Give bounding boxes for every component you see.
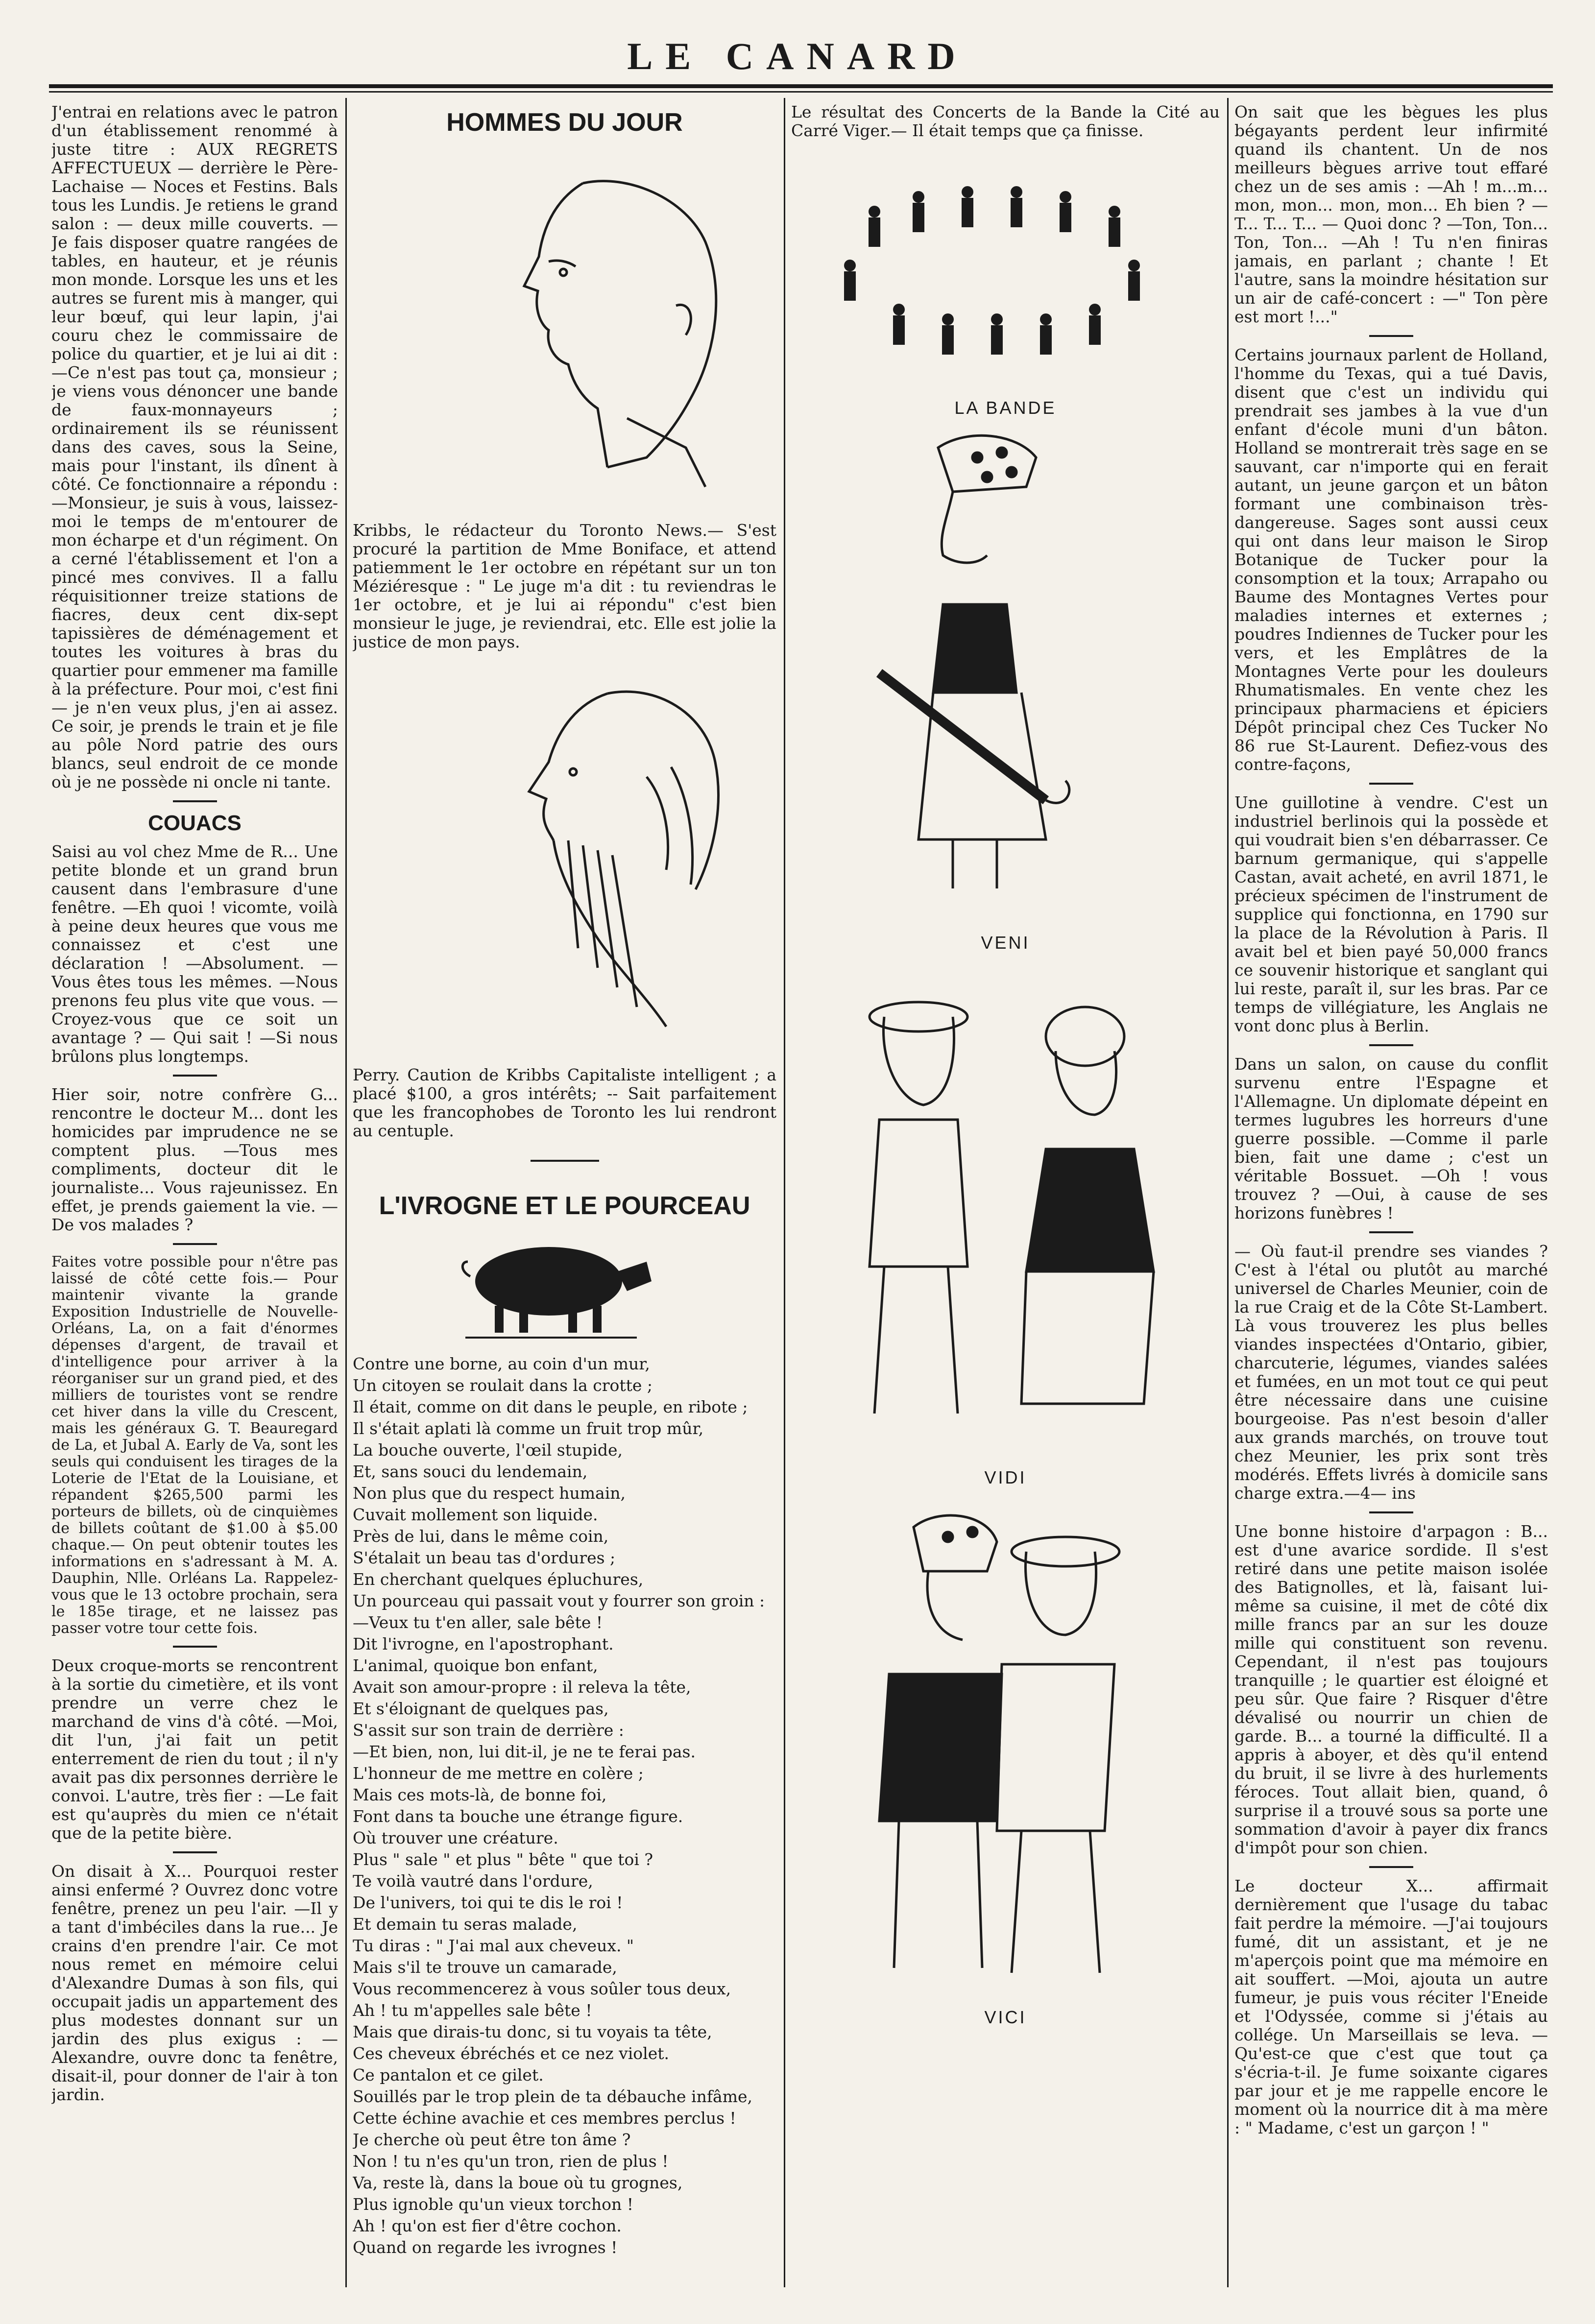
separator: [173, 1646, 217, 1648]
poem-line: Et demain tu seras malade,: [353, 1915, 578, 1934]
separator: [173, 1243, 217, 1245]
column-divider-2: [784, 98, 785, 2287]
caption-la-bande: LA BANDE: [954, 398, 1057, 418]
column-1: [51, 103, 338, 2282]
poem-line: Il était, comme on dit dans le peuple, en ribote ;: [353, 1397, 748, 1416]
kribbs-portrait-illustration: [353, 144, 776, 516]
vici-illustration: [791, 1488, 1220, 2007]
col4-item: — Où faut-il prendre ses viandes ? C'est à l'étal ou plutôt au marché universel de Charles Meunier, coin de la rue Craig et de la Côte St-Lambert. Là vous trouverez les plus belles viandes inspectées d'Ontario, gibier, charcuterie, légumes, viandes salées et fumées, en un mot tout ce qui peut être nécessaire dans une cuisine bourgeoise. Pas n'est besoin d'aller aux grands marchés, on trouve tout chez Meunier, les prix sont très modérés. Effets livrés à domicile sans charge extra.—4— ins: [1234, 1242, 1548, 1503]
poem-line: De l'univers, toi qui te dis le roi !: [353, 1893, 623, 1912]
separator: [173, 1851, 217, 1853]
poem-line: Vous recommencerez à vous soûler tous deux,: [353, 1979, 731, 1998]
masthead-rule-thick: [49, 84, 1553, 88]
poem-line: S'étalait un beau tas d'ordures ;: [353, 1548, 616, 1567]
poem-line: En cherchant quelques épluchures,: [353, 1570, 644, 1589]
masthead-title: LE CANARD: [627, 35, 968, 77]
poem-line: Ah ! qu'on est fier d'être cochon.: [353, 2216, 622, 2235]
separator: [1369, 1511, 1413, 1513]
poem-line: Cette échine avachie et ces membres perclus !: [353, 2108, 736, 2128]
col4-item: Une guillotine à vendre. C'est un industriel berlinois qui la possède et qui voudrait bien s'en débarrasser. Ce barnum germanique, qui s'appelle Castan, avait acheté, en avril 1871, le précieux spécimen de l'instrument de supplice qui fonctionna, en 1790 sur la place de la Révolution à Paris. Il avait bel et bien payé 50,000 francs ce souvenir historique et sanglant qui lui reste, paraît il, sur les bras. Par ce temps de villégiature, les Anglais ne vont donc plus à Berlin.: [1234, 793, 1548, 1035]
col4-item: Dans un salon, on cause du conflit survenu entre l'Espagne et l'Allemagne. Un diplomate dépeint en termes lugubres les horreurs d'une guerre possible. —Comme il parle bien, fait une dame ; c'est un véritable Bossuet. —Oh ! vous trouvez ? —Oui, à cause de ses horizons funèbres !: [1234, 1054, 1548, 1222]
couacs-item: Deux croque-morts se rencontrent à la sortie du cimetière, et ils vont prendre un verre chez le marchand de vins d'à côté. —Moi, dit l'un, j'ai fait un petit enterrement de rien du tout ; il n'y avait pas dix personnes derrière le convoi. L'autre, très fier : —Le fait est qu'auprès du mien ce n'était que de la petite bière.: [51, 1656, 338, 1843]
poem-line: Te voilà vautré dans l'ordure,: [353, 1871, 593, 1891]
column-3: [791, 103, 1220, 2282]
poem-line: Il s'était aplati là comme un fruit trop mûr,: [353, 1419, 704, 1438]
col1-intro: J'entrai en relations avec le patron d'un établissement renommé à juste titre : AUX REGRETS AFFECTUEUX — derrière le Père-Lachaise — Noces et Festins. Bals tous les Lundis. Je retiens le grand salon : — deux mille couverts. — Je fais disposer quatre rangées de tables, en hauteur, et je réunis mon monde. Lorsque les uns et les autres se furent mis à manger, qui leur bœuf, qui leur lapin, j'ai couru chez le commissaire de police du quartier, et je lui ai dit : —Ce n'est pas tout ça, monsieur ; je viens vous dénoncer une bande de faux-monnayeurs ; ordinairement ils se réunissent dans des caves, sous la Seine, mais pour l'instant, ils dînent à côté. Ce fonctionnaire a répondu : —Monsieur, je suis à vous, laissez-moi le temps de m'entourer de mon écharpe et d'un régiment. On a cerné l'établissement et l'on a pincé mes convives. Il a fallu réquisitionner treize stations de fiacres, deux cent dix-sept tapissières de déménagement et toutes les voitures à bras du quartier pour emmener ma famille à la préfecture. Pour moi, c'est fini — je n'en veux plus, j'en ai assez. Ce soir, je prends le train et je file au pôle Nord patrie des ours blancs, seul endroit de ce monde où je ne possède ni oncle ni tante.: [51, 103, 338, 791]
poem-line: Plus " sale " et plus " bête " que toi ?: [353, 1850, 653, 1869]
separator: [1369, 1231, 1413, 1233]
col4-item: On sait que les bègues les plus bégayants perdent leur infirmité quand ils chantent. Un de nos meilleurs bègues arrive tout effaré chez un de ses amis : —Ah ! m...m... mon, mon... mon, mon... Eh bien ? — T... T... T... — Quoi donc ? —Ton, Ton... Ton, Ton... —Ah ! Tu n'en finiras jamais, en parlant ; chante ! Et l'autre, sans la moindre hésitation sur un air de café-concert : —" Ton père est mort !...": [1234, 103, 1548, 326]
poem-line: Plus ignoble qu'un vieux torchon !: [353, 2195, 633, 2214]
bande-intro: Le résultat des Concerts de la Bande la Cité au Carré Viger.— Il était temps que ça finisse.: [791, 103, 1220, 140]
couacs-item: Saisi au vol chez Mme de R... Une petite blonde et un grand brun causent dans l'embrasure d'une fenêtre. —Eh quoi ! vicomte, voilà à peine deux heures que vous me connaissez et c'est une déclaration ! —Absolument. —Vous êtes tous les mêmes. —Nous prenons feu plus vite que vous. —Croyez-vous que ce soit un avantage ? — Qui sait ! —Si nous brûlons plus longtemps.: [51, 842, 338, 1066]
couacs-item: On disait à X... Pourquoi rester ainsi enfermé ? Ouvrez donc votre fenêtre, prenez un peu l'air. —Il y a tant d'imbéciles dans la rue... Je crains d'en prendre l'air. Ce mot nous remet en mémoire celui d'Alexandre Dumas à son fils, qui occupait jadis un appartement des plus modestes donnant sur un jardin des plus exigus : —Alexandre, ouvre donc ta fenêtre, disait-il, pour donner de l'air à ton jardin.: [51, 1862, 338, 2104]
veni-illustration: [791, 418, 1220, 933]
poem-line: Et s'éloignant de quelques pas,: [353, 1699, 609, 1718]
separator: [1369, 335, 1413, 337]
poem-line: Un citoyen se roulait dans la crotte ;: [353, 1376, 652, 1395]
couacs-heading: COUACS: [148, 811, 242, 835]
poem-line: Souillés par le trop plein de ta débauche infâme,: [353, 2087, 753, 2106]
poem-line: L'honneur de me mettre en colère ;: [353, 1764, 644, 1783]
poem-line: Cuvait mollement son liquide.: [353, 1505, 598, 1524]
column-4: [1234, 103, 1548, 2282]
poem-line: Contre une borne, au coin d'un mur,: [353, 1354, 650, 1373]
couacs-item: Hier soir, notre confrère G... rencontre le docteur M... dont les homicides par imprudence ne se comptent plus. —Tous mes compliments, docteur dit le journaliste... Vous rajeunissez. En effet, je prends gaiement la vie. —De vos malades ?: [51, 1085, 338, 1234]
hommes-du-jour-heading: HOMMES DU JOUR: [446, 108, 683, 137]
caption-vici: VICI: [984, 2007, 1027, 2027]
poem-line: Et, sans souci du lendemain,: [353, 1462, 588, 1481]
col4-item: Le docteur X... affirmait dernièrement que l'usage du tabac fait perdre la mémoire. —J'ai toujours fumé, dit un assistant, et je ne m'aperçois point que ma mémoire en ait souffert. —Moi, ajouta un autre fumeur, je puis vous réciter l'Eneide et l'Odyssée, comme si j'étais au collége. Un Marseillais se leva. —Qu'est-ce que c'est que tout ça s'écria-t-il. Je fume soixante cigares par jour et je me rappelle encore le moment où la nourrice dit à ma mère : " Madame, c'est un garçon ! ": [1234, 1876, 1548, 2137]
poem-line: Où trouver une créature.: [353, 1828, 558, 1847]
poem-line: Mais ces mots-là, de bonne foi,: [353, 1785, 607, 1804]
poem-line: Mais s'il te trouve un camarade,: [353, 1958, 617, 1977]
lottery-ad: Faites votre possible pour n'être pas laissé de côté cette fois.— Pour maintenir vivante la grande Exposition Industrielle de Nouvelle-Orléans, La, on a fait d'énormes dépenses d'argent, de travail et d'intelligence pour arriver à la réorganiser sur un grand pied, et des milliers de touristes vont se rendre cet hiver dans la ville du Crescent, mais les généraux G. T. Beauregard de La, et Jubal A. Early de Va, sont les seuls qui conduisent les tirages de la Loterie de l'Etat de la Louisiane, et répandent $265,500 parmi les porteurs de billets, où de cinquièmes de billets coûtant de $1.00 à $5.00 chaque.— On peut obtenir toutes les informations en s'adressant à M. A. Dauphin, Nlle. Orléans La. Rappelez-vous que le 13 octobre prochain, sera le 185e tirage, et ne laissez pas passer votre tour cette fois.: [51, 1253, 338, 1637]
kribbs-caption: Kribbs, le rédacteur du Toronto News.— S'est procuré la partition de Mme Boniface, et attend patiemment le 1er octobre en répétant sur un ton Méziéresque : " Le juge m'a dit : tu reviendras le 1er octobre, et je lui ai répondu" c'est bien monsieur le juge, je reviendrai, etc. Elle est jolie la justice de mon pays.: [353, 521, 776, 651]
column-divider-1: [345, 98, 347, 2287]
poem-line: L'animal, quoique bon enfant,: [353, 1656, 598, 1675]
separator: [1369, 1044, 1413, 1046]
column-divider-3: [1227, 98, 1229, 2287]
poem-line: Va, reste là, dans la boue où tu grognes,: [353, 2173, 683, 2192]
masthead-rule-thin: [49, 91, 1553, 93]
separator: [1369, 1866, 1413, 1868]
band-illustration: [791, 143, 1220, 398]
poem-line: Avait son amour-propre : il releva la tête,: [353, 1677, 691, 1697]
poem-line: Ce pantalon et ce gilet.: [353, 2065, 544, 2084]
caption-vidi: VIDI: [984, 1467, 1027, 1487]
poem-line: La bouche ouverte, l'œil stupide,: [353, 1440, 623, 1460]
poem-line: Dit l'ivrogne, en l'apostrophant.: [353, 1634, 614, 1653]
ivrogne-heading: L'IVROGNE ET LE POURCEAU: [379, 1192, 750, 1220]
poem-line: Non ! tu n'es qu'un tron, rien de plus !: [353, 2152, 669, 2171]
separator: [173, 800, 217, 802]
poem-line: —Et bien, non, lui dit-il, je ne te ferai pas.: [353, 1742, 696, 1761]
separator: [173, 1075, 217, 1077]
poem-line: —Veux tu t'en aller, sale bête !: [353, 1613, 603, 1632]
poem-line: Mais que dirais-tu donc, si tu voyais ta tête,: [353, 2022, 712, 2041]
separator: [1369, 783, 1413, 785]
poem-line: Font dans ta bouche une étrange figure.: [353, 1807, 683, 1826]
poem-line: S'assit sur son train de derrière :: [353, 1721, 624, 1740]
poem-line: Non plus que du respect humain,: [353, 1484, 626, 1503]
perry-portrait-illustration: [353, 654, 776, 1056]
poem-line: Quand on regarde les ivrognes !: [353, 2238, 618, 2257]
perry-caption: Perry. Caution de Kribbs Capitaliste intelligent ; a placé $100, a gros intérêts; -- Sait parfaitement que les francophobes de Toronto les lui rendront au centuple.: [353, 1065, 776, 1140]
poem-line: Je cherche où peut être ton âme ?: [353, 2130, 631, 2149]
poem-line: Tu diras : " J'ai mal aux cheveux. ": [353, 1936, 634, 1955]
separator: [531, 1160, 599, 1162]
vidi-illustration: [791, 953, 1220, 1467]
poem-line: Un pourceau qui passait vout y fourrer son groin :: [353, 1591, 765, 1610]
poem-line: Près de lui, dans le même coin,: [353, 1527, 609, 1546]
column-2: [353, 103, 776, 2282]
poem-line: Ces cheveux ébréchés et ce nez violet.: [353, 2044, 669, 2063]
pig-illustration: [353, 1227, 776, 1350]
col4-item: Une bonne histoire d'arpagon : B... est d'une avarice sordide. Il s'est retiré dans une petite maison isolée des Batignolles, et là, faisant lui-même sa cuisine, il met de côté dix mille francs par an sur les douze mille qui constituent son revenu. Cependant, il n'est pas toujours tranquille ; le quartier est éloigné et peu sûr. Que faire ? Risquer d'être dévalisé ou nourrir un chien de garde. B... a tourné la difficulté. Il a appris à aboyer, et dès qu'il entend du bruit, il se livre à des hurlements féroces. Tout allait bien, quand, ô surprise il a trouvé sous sa porte une sommation d'avoir à payer dix francs d'impôt pour son chien.: [1234, 1522, 1548, 1857]
col4-item: Certains journaux parlent de Holland, l'homme du Texas, qui a tué Davis, disent que c'est un individu qui prendrait ses jambes à la vue d'un enfant d'école muni d'un bâton. Holland se montrerait très sage en se sauvant, car n'importe qui en ferait autant, un jeune garçon et un bâton formant une combinaison très-dangereuse. Sages sont aussi ceux qui ont dans leur maison le Sirop Botanique de Tucker pour la consomption et la toux; Arrapaho ou Baume des Montagnes Vertes pour maladies internes et externes ; poudres Indiennes de Tucker pour les vers, et les Emplâtres de la Montagnes Verte pour les douleurs Rhumatismales. En vente chez les principaux pharmaciens et épiciers Dépôt principal chez Ces Tucker No 86 rue St-Laurent. Defiez-vous des contre-façons,: [1234, 345, 1548, 774]
poem-line: Ah ! tu m'appelles sale bête !: [353, 2001, 592, 2020]
poem: [353, 1355, 776, 2257]
caption-veni: VENI: [981, 933, 1030, 953]
